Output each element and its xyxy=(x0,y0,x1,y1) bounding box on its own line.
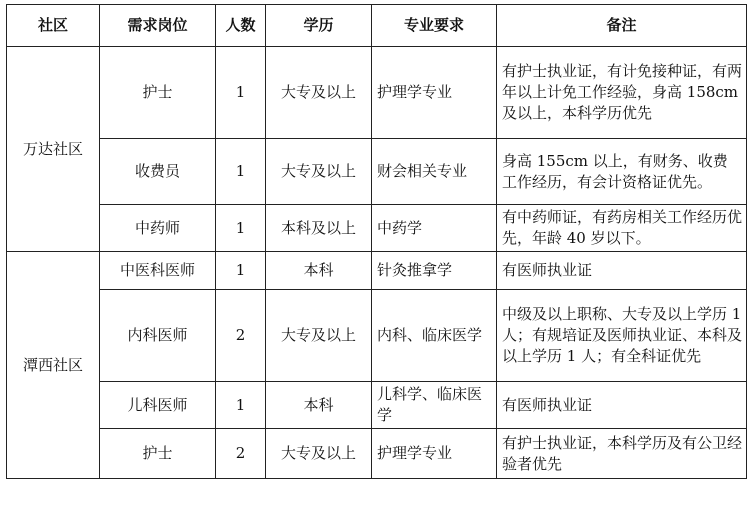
count-cell: 1 xyxy=(216,139,266,205)
major-cell: 财会相关专业 xyxy=(372,139,497,205)
recruitment-table-container xyxy=(6,4,747,479)
position-cell: 内科医师 xyxy=(100,290,216,382)
recruitment-table xyxy=(6,4,747,479)
header-position: 需求岗位 xyxy=(100,5,216,47)
remarks-cell: 身高 155cm 以上，有财务、收费工作经历，有会计资格证优先。 xyxy=(497,139,747,205)
education-cell: 大专及以上 xyxy=(266,47,372,139)
position-cell: 中医科医师 xyxy=(100,252,216,290)
major-cell: 护理学专业 xyxy=(372,429,497,479)
remarks-cell: 有护士执业证，本科学历及有公卫经验者优先 xyxy=(497,429,747,479)
community-cell: 万达社区 xyxy=(7,47,100,252)
major-cell: 针灸推拿学 xyxy=(372,252,497,290)
remarks-cell: 中级及以上职称、大专及以上学历 1 人；有规培证及医师执业证、本科及以上学历 1 人；有全科证优先 xyxy=(497,290,747,382)
remarks-cell: 有护士执业证，有计免接种证，有两年以上计免工作经验，身高 158cm 及以上，本科学历优先 xyxy=(497,47,747,139)
table-row xyxy=(7,252,747,290)
count-cell: 2 xyxy=(216,290,266,382)
position-cell: 儿科医师 xyxy=(100,382,216,429)
header-row xyxy=(7,5,747,47)
education-cell: 本科 xyxy=(266,382,372,429)
remarks-cell: 有中药师证，有药房相关工作经历优先，年龄 40 岁以下。 xyxy=(497,205,747,252)
position-cell: 护士 xyxy=(100,429,216,479)
major-cell: 内科、临床医学 xyxy=(372,290,497,382)
education-cell: 本科及以上 xyxy=(266,205,372,252)
count-cell: 2 xyxy=(216,429,266,479)
remarks-cell: 有医师执业证 xyxy=(497,252,747,290)
major-cell: 中药学 xyxy=(372,205,497,252)
count-cell: 1 xyxy=(216,252,266,290)
education-cell: 大专及以上 xyxy=(266,429,372,479)
table-row xyxy=(7,47,747,139)
table-row xyxy=(7,429,747,479)
community-cell: 潭西社区 xyxy=(7,252,100,479)
header-community: 社区 xyxy=(7,5,100,47)
major-cell: 护理学专业 xyxy=(372,47,497,139)
position-cell: 护士 xyxy=(100,47,216,139)
count-cell: 1 xyxy=(216,205,266,252)
position-cell: 收费员 xyxy=(100,139,216,205)
table-row xyxy=(7,290,747,382)
position-cell: 中药师 xyxy=(100,205,216,252)
header-remarks: 备注 xyxy=(497,5,747,47)
education-cell: 本科 xyxy=(266,252,372,290)
count-cell: 1 xyxy=(216,47,266,139)
table-row xyxy=(7,139,747,205)
header-education: 学历 xyxy=(266,5,372,47)
header-major: 专业要求 xyxy=(372,5,497,47)
table-row xyxy=(7,382,747,429)
header-count: 人数 xyxy=(216,5,266,47)
table-row xyxy=(7,205,747,252)
remarks-cell: 有医师执业证 xyxy=(497,382,747,429)
major-cell: 儿科学、临床医学 xyxy=(372,382,497,429)
education-cell: 大专及以上 xyxy=(266,290,372,382)
education-cell: 大专及以上 xyxy=(266,139,372,205)
count-cell: 1 xyxy=(216,382,266,429)
